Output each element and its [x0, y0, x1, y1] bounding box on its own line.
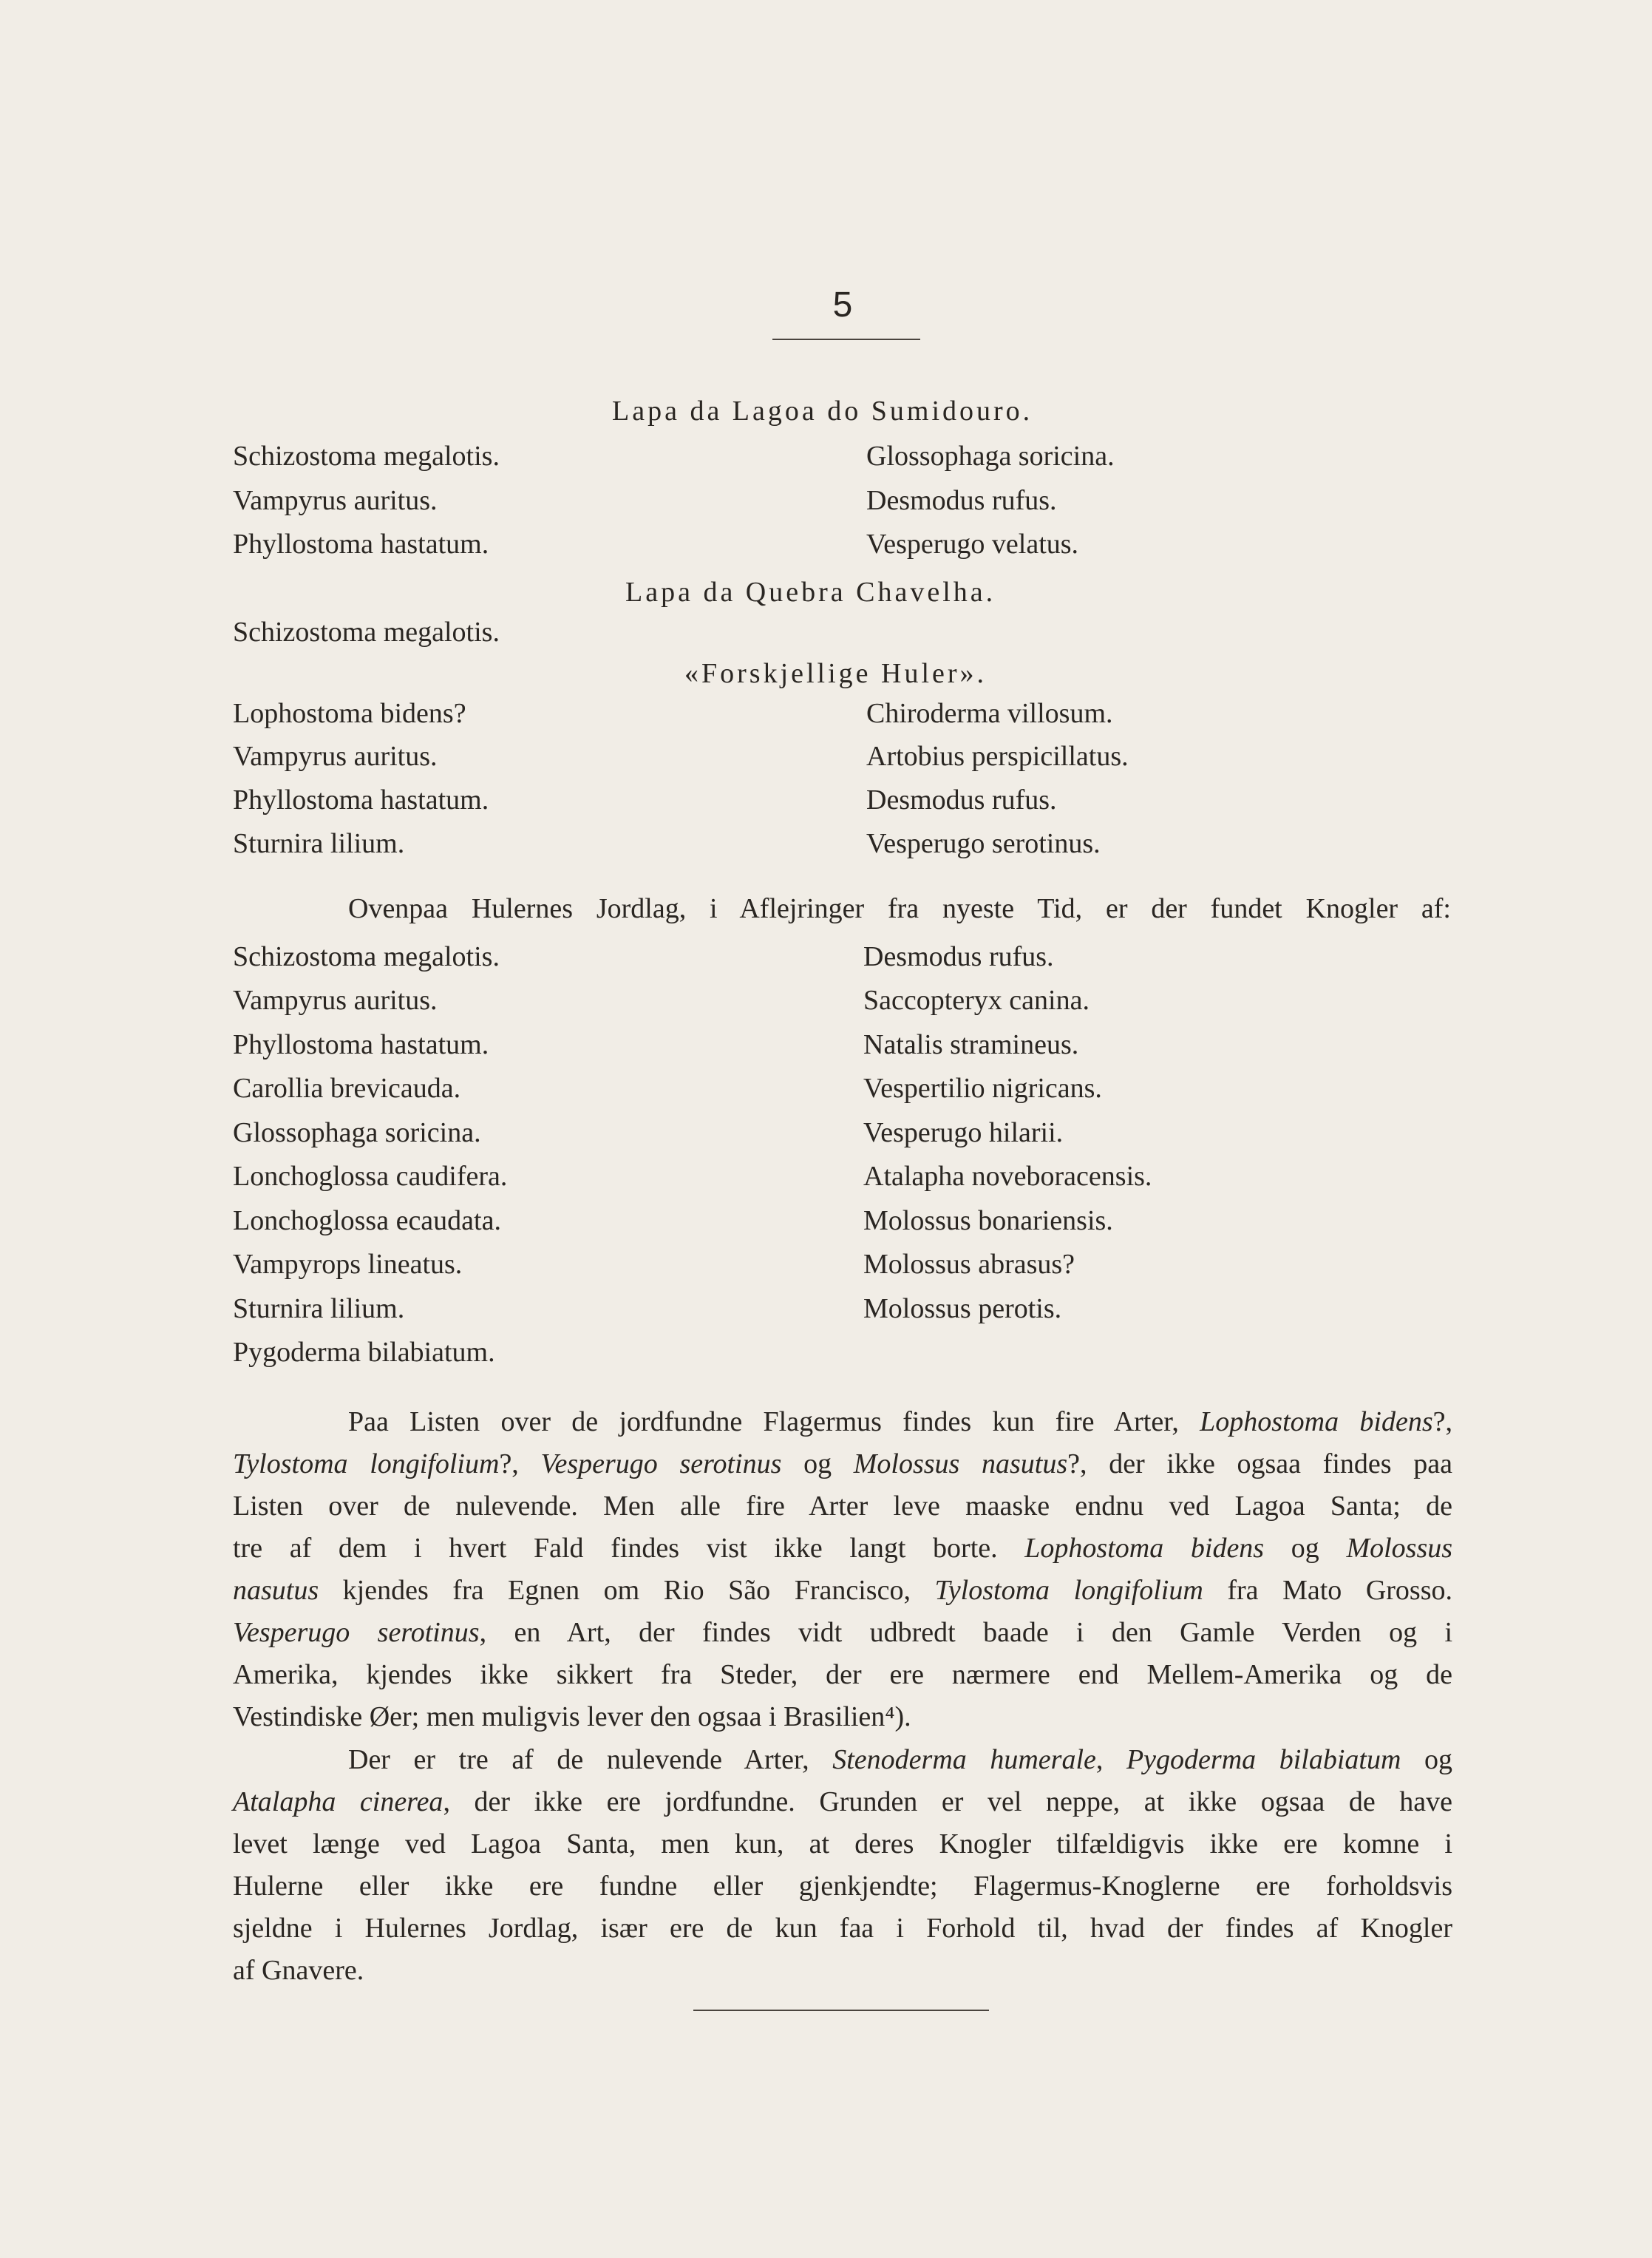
bone-list-left: Pygoderma bilabiatum.: [233, 1337, 495, 1368]
left-species: Phyllostoma hastatum.: [233, 784, 489, 816]
left-species: Vampyrus auritus.: [233, 741, 438, 772]
bone-list-right: Desmodus rufus.: [863, 941, 1054, 972]
right-species: Vesperugo serotinus.: [866, 828, 1101, 859]
bone-list-left: Lonchoglossa caudifera.: [233, 1161, 508, 1192]
taxon-italic: Pygoderma bilabiatum: [1126, 1744, 1401, 1775]
left-species: Lophostoma bidens?: [233, 698, 466, 729]
bone-list-right: Saccopteryx canina.: [863, 985, 1090, 1016]
section-title-forskjellige: «Forskjellige Huler».: [684, 658, 988, 689]
right-species: Chiroderma villosum.: [866, 698, 1113, 729]
paragraph-line: Hulerne eller ikke ere fundne eller gjenkjendte; Flagermus-Knoglerne ere forholdsvis: [233, 1871, 1452, 1902]
paragraph-line: Paa Listen over de jordfundne Flagermus findes kun fire Arter, Lophostoma bidens?,: [348, 1406, 1452, 1437]
taxon-italic: Lophostoma bidens: [1200, 1406, 1433, 1437]
right-species: Desmodus rufus.: [866, 784, 1057, 816]
right-species: Vesperugo velatus.: [866, 529, 1079, 560]
paragraph-line: Der er tre af de nulevende Arter, Stenoderma humerale, Pygoderma bilabiatum og: [348, 1744, 1452, 1775]
section-title-chavelha: Lapa da Quebra Chavelha.: [625, 577, 996, 608]
bone-list-right: Vesperugo hilarii.: [863, 1117, 1064, 1148]
page-number-rule: [772, 339, 920, 340]
paragraph-line: Vestindiske Øer; men muligvis lever den ogsaa i Brasilien⁴).: [233, 1701, 911, 1732]
bone-list-left: Vampyrus auritus.: [233, 985, 438, 1016]
left-species: Schizostoma megalotis.: [233, 617, 500, 648]
bone-list-left: Carollia brevicauda.: [233, 1073, 461, 1104]
right-species: Desmodus rufus.: [866, 485, 1057, 516]
paragraph-line: levet længe ved Lagoa Santa, men kun, at deres Knogler tilfældigvis ikke ere komne i: [233, 1828, 1452, 1859]
taxon-italic: Molossus nasutus: [853, 1448, 1068, 1479]
paragraph-line: af Gnavere.: [233, 1955, 364, 1986]
taxon-italic: Tylostoma longifolium: [934, 1575, 1203, 1606]
right-species: Artobius perspicillatus.: [866, 741, 1129, 772]
bone-list-right: Molossus abrasus?: [863, 1249, 1075, 1280]
taxon-italic: nasutus: [233, 1575, 319, 1606]
closing-rule: [693, 2010, 989, 2011]
bone-list-right: Vespertilio nigricans.: [863, 1073, 1102, 1104]
paragraph-1: [233, 1401, 1452, 1738]
left-species: Vampyrus auritus.: [233, 485, 438, 516]
bone-list-right: Natalis stramineus.: [863, 1029, 1079, 1060]
paragraph-line: Vesperugo serotinus, en Art, der findes vidt udbredt baade i den Gamle Verden og i: [233, 1617, 1452, 1648]
bone-list-right: Atalapha noveboracensis.: [863, 1161, 1152, 1192]
left-species: Sturnira lilium.: [233, 828, 405, 859]
bone-list-right: Molossus bonariensis.: [863, 1205, 1113, 1236]
bone-list-left: Phyllostoma hastatum.: [233, 1029, 489, 1060]
paragraph-line: Tylostoma longifolium?, Vesperugo serotinus og Molossus nasutus?, der ikke ogsaa findes paa: [233, 1448, 1452, 1479]
paragraph-2: [233, 1739, 1452, 1992]
paragraph-line: nasutus kjendes fra Egnen om Rio São Francisco, Tylostoma longifolium fra Mato Grosso.: [233, 1575, 1452, 1606]
page-number: 5: [832, 285, 853, 325]
paragraph-line: Atalapha cinerea, der ikke ere jordfundne. Grunden er vel neppe, at ikke ogsaa de have: [233, 1786, 1452, 1817]
section-title-sumidouro: Lapa da Lagoa do Sumidouro.: [612, 396, 1033, 427]
bone-list-left: Sturnira lilium.: [233, 1293, 405, 1324]
bone-list-right: Molossus perotis.: [863, 1293, 1062, 1324]
intro-line: Ovenpaa Hulernes Jordlag, i Aflejringer fra nyeste Tid, er der fundet Knogler af:: [348, 893, 1451, 924]
paragraph-line: sjeldne i Hulernes Jordlag, især ere de kun faa i Forhold til, hvad der findes af Knogler: [233, 1913, 1452, 1944]
bone-list-left: Vampyrops lineatus.: [233, 1249, 463, 1280]
taxon-italic: Tylostoma longifolium: [233, 1448, 500, 1479]
left-species: Schizostoma megalotis.: [233, 441, 500, 472]
taxon-italic: Molossus: [1346, 1533, 1453, 1564]
right-species: Glossophaga soricina.: [866, 441, 1115, 472]
taxon-italic: Stenoderma humerale: [832, 1744, 1096, 1775]
taxon-italic: Vesperugo serotinus: [233, 1617, 480, 1648]
taxon-italic: Lophostoma bidens: [1024, 1533, 1265, 1564]
taxon-italic: Atalapha cinerea: [233, 1786, 443, 1817]
paragraph-line: tre af dem i hvert Fald findes vist ikke langt borte. Lophostoma bidens og Molossus: [233, 1533, 1453, 1564]
left-species: Phyllostoma hastatum.: [233, 529, 489, 560]
paragraph-line: Listen over de nulevende. Men alle fire Arter leve maaske endnu ved Lagoa Santa; de: [233, 1491, 1452, 1522]
bone-list-left: Schizostoma megalotis.: [233, 941, 500, 972]
bone-list-left: Glossophaga soricina.: [233, 1117, 481, 1148]
taxon-italic: Vesperugo serotinus: [540, 1448, 782, 1479]
paragraph-line: Amerika, kjendes ikke sikkert fra Steder, der ere nærmere end Mellem-Amerika og de: [233, 1659, 1452, 1690]
bone-list-left: Lonchoglossa ecaudata.: [233, 1205, 501, 1236]
